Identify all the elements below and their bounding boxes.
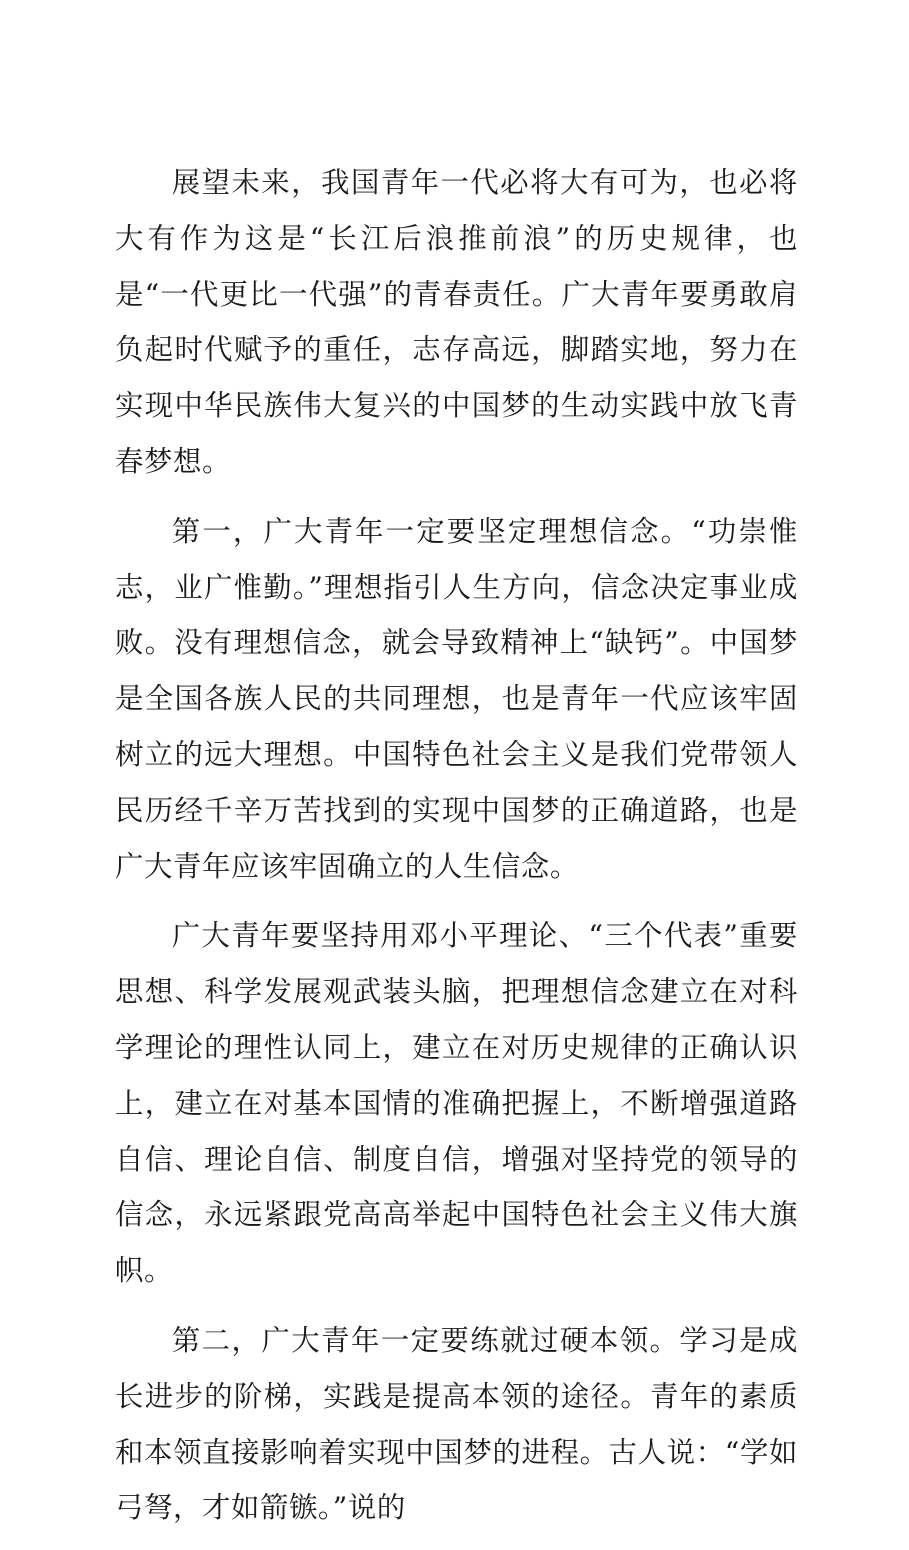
paragraph-outlook: 展望未来，我国青年一代必将大有可为，也必将大有作为这是“长江后浪推前浪”的历史规律，也是“一代更比一代强”的青春责任。广大青年要勇敢肩负起时代赋予的重任，志存高远，脚踏实地，努力在实现中华民族伟大复兴的中国梦的生动实践中放飞青春梦想。 (115, 166, 798, 478)
paragraph-ideals: 第一，广大青年一定要坚定理想信念。“功崇惟志，业广惟勤。”理想指引人生方向，信念决定事业成败。没有理想信念，就会导致精神上“缺钙”。中国梦是全国各族人民的共同理想，也是青年一代应该牢固树立的远大理想。中国特色社会主义是我们党带领人民历经千辛万苦找到的实现中国梦的正确道路，也是广大青年应该牢固确立的人生信念。 (115, 514, 798, 883)
paragraph-skills: 第二，广大青年一定要练就过硬本领。学习是成长进步的阶梯，实践是提高本领的途径。青年的素质和本领直接影响着实现中国梦的进程。古人说：“学如弓弩，才如箭镞。”说的 (115, 1323, 798, 1525)
paragraph-theory: 广大青年要坚持用邓小平理论、“三个代表”重要思想、科学发展观武装头脑，把理想信念建立在对科学理论的理性认同上，建立在对历史规律的正确认识上，建立在对基本国情的准确把握上，不断增强道路自信、理论自信、制度自信，增强对坚持党的领导的信念，永远紧跟党高高举起中国特色社会主义伟大旗帜。 (115, 919, 798, 1288)
document-body (115, 155, 798, 1550)
